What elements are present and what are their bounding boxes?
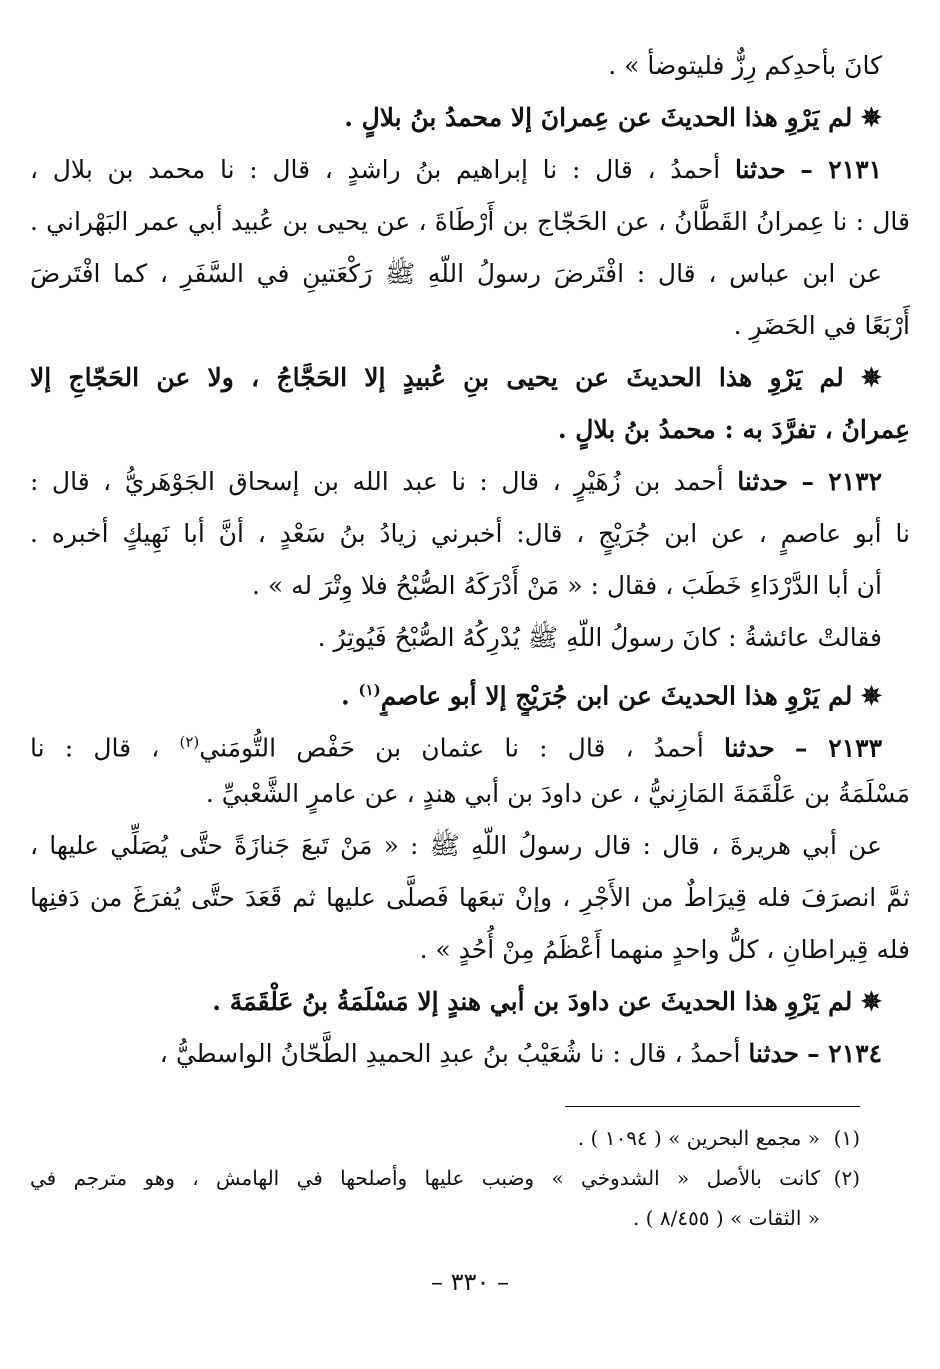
line-text: ✵ لم يَرْوِ هذا الحديثَ عن داودَ بن أبي هندٍ إلا مَسْلَمَةُ بنُ عَلْقَمَةَ . xyxy=(212,987,882,1016)
line-text: مَسْلَمَةُ بن عَلْقَمَةَ المَازِنيُّ ، عن داودَ بن أبي هندٍ ، عن عامرٍ الشَّعْبيِّ . xyxy=(205,779,910,808)
line-text: كانَ بأحدِكم رِزٌّ فليتوضأ » . xyxy=(608,51,882,80)
hadith-start-line xyxy=(30,1028,910,1080)
text-line xyxy=(30,560,910,612)
text-line xyxy=(30,872,910,924)
footnote-line xyxy=(30,1198,860,1238)
line-text: أحمد بن زُهَيْرٍ ، قال : نا عبد الله بن إسحاق الجَوْهَريُّ ، قال : xyxy=(30,467,724,496)
hadith-lead-word: حدثنا xyxy=(734,155,786,184)
line-tail: . xyxy=(341,681,359,711)
hadith-lead-word: حدثنا xyxy=(737,467,788,496)
line-text: عِمرانُ ، تفرَّدَ به : محمدُ بنُ بلالٍ . xyxy=(557,415,910,444)
line-text: أن أبا الدَّرْدَاءِ خَطَبَ ، فقال : « مَنْ أَدْرَكَهُ الصُّبْحُ فلا وِتْرَ له » . xyxy=(251,571,882,600)
line-text: أحمدُ ، قال : نا عثمان بن حَفْص التُّومَني xyxy=(199,733,704,763)
text-line xyxy=(30,508,910,560)
line-text: نا أبو عاصمٍ ، عن ابن جُرَيْجٍ ، قال: أخبرني زيادُ بنُ سَعْدٍ ، أنَّ أبا نَهِيكٍ أخبره . xyxy=(30,519,910,548)
footnote-ref[interactable]: (١) xyxy=(358,681,381,699)
line-text: أحمدُ ، قال : نا شُعَيْبُ بنُ عبدِ الحميدِ الطَّحّانُ الواسطيُّ ، xyxy=(159,1039,741,1068)
hadith-lead-word: حدثنا xyxy=(723,733,775,763)
line-text: عن ابن عباس ، قال : افْتَرضَ رسولُ اللّهِ ﷺ رَكْعَتينِ في السَّفَرِ ، كما افْتَرضَ xyxy=(30,259,882,288)
text-line xyxy=(30,924,910,976)
line-text: فقالتْ عائشةُ : كانَ رسولُ اللّهِ ﷺ يُدْرِكُهُ الصُّبْحُ فَيُوتِرُ . xyxy=(317,623,882,652)
footnote-text: « مجمع البحرين » ( ١٠٩٤ ) . xyxy=(577,1126,820,1150)
text-line xyxy=(30,820,910,872)
hadith-start-line xyxy=(30,456,910,508)
hadith-start-line xyxy=(30,144,910,196)
line-text: ✵ لم يَرْوِ هذا الحديثَ عن عِمرانَ إلا محمدُ بنُ بلالٍ . xyxy=(344,103,882,132)
line-text: ✵ لم يَرْوِ هذا الحديثَ عن يحيى بنِ عُبيدٍ إلا الحَجَّاجُ ، ولا عن الحَجّاجِ إلا xyxy=(30,363,882,392)
footnotes xyxy=(30,1118,860,1238)
text-line xyxy=(30,248,910,300)
commentary-line xyxy=(30,664,910,716)
text-line xyxy=(30,300,910,352)
footnote-ref[interactable]: (٢) xyxy=(179,733,200,751)
line-text: ✵ لم يَرْوِ هذا الحديثَ عن ابن جُرَيْجٍ إلا أبو عاصمٍ xyxy=(380,681,882,711)
text-line xyxy=(30,196,910,248)
footnote-line xyxy=(30,1158,860,1198)
footnote-text: « الثقات » ( ٨/٤٥٥ ) . xyxy=(632,1206,820,1230)
footnote-number: (١) xyxy=(833,1126,860,1150)
commentary-line xyxy=(30,352,910,404)
hadith-number: ٢١٣٤ – xyxy=(807,1039,882,1068)
line-text: قال : نا عِمرانُ القَطَّانُ ، عن الحَجّاج بن أَرْطَاةَ ، عن يحيى بن عُبيد أبي عمر البَهْراني . xyxy=(30,207,910,236)
text-line xyxy=(30,612,910,664)
hadith-number: ٢١٣٢ – xyxy=(801,467,882,496)
hadith-number: ٢١٣١ – xyxy=(800,155,883,184)
commentary-line xyxy=(30,404,910,456)
page-number: – ٣٣٠ – xyxy=(431,1268,509,1296)
line-text: عن أبي هريرةَ ، قال : قال رسولُ اللّهِ ﷺ : « مَنْ تَبعَ جَنازَةً حتَّى يُصَلِّي عليها ، xyxy=(30,831,882,860)
hadith-number: ٢١٣٣ – xyxy=(794,733,882,763)
footnote-separator xyxy=(565,1106,860,1107)
footnote-line xyxy=(30,1118,860,1158)
line-text: فله قِيراطانِ ، كلُّ واحدٍ منهما أَعْظَمُ مِنْ أُحُدٍ » . xyxy=(419,935,910,964)
commentary-line xyxy=(30,976,910,1028)
commentary-line xyxy=(30,92,910,144)
text-line xyxy=(30,768,910,820)
footnote-text: كانت بالأصل « الشدوخي » وضبب عليها وأصلحها في الهامش ، وهو مترجم في xyxy=(30,1166,820,1190)
text-line xyxy=(30,40,910,92)
line-text: ثمَّ انصرَفَ فله قِيرَاطٌ من الأَجْرِ ، وإنْ تبعَها فَصلَّى عليها ثم قَعَدَ حتَّى يُفرَغَ من دَفنِها xyxy=(30,883,910,912)
hadith-start-line xyxy=(30,716,910,768)
line-tail: ، قال : نا xyxy=(30,733,180,763)
main-text xyxy=(30,40,910,1080)
hadith-lead-word: حدثنا xyxy=(748,1039,800,1068)
line-text: أَرْبَعًا في الحَضَرِ . xyxy=(733,311,910,340)
footnote-number: (٢) xyxy=(833,1166,860,1190)
line-text: أحمدُ ، قال : نا إبراهيم بنُ راشدٍ ، قال : نا محمد بن بلال ، xyxy=(30,155,721,184)
